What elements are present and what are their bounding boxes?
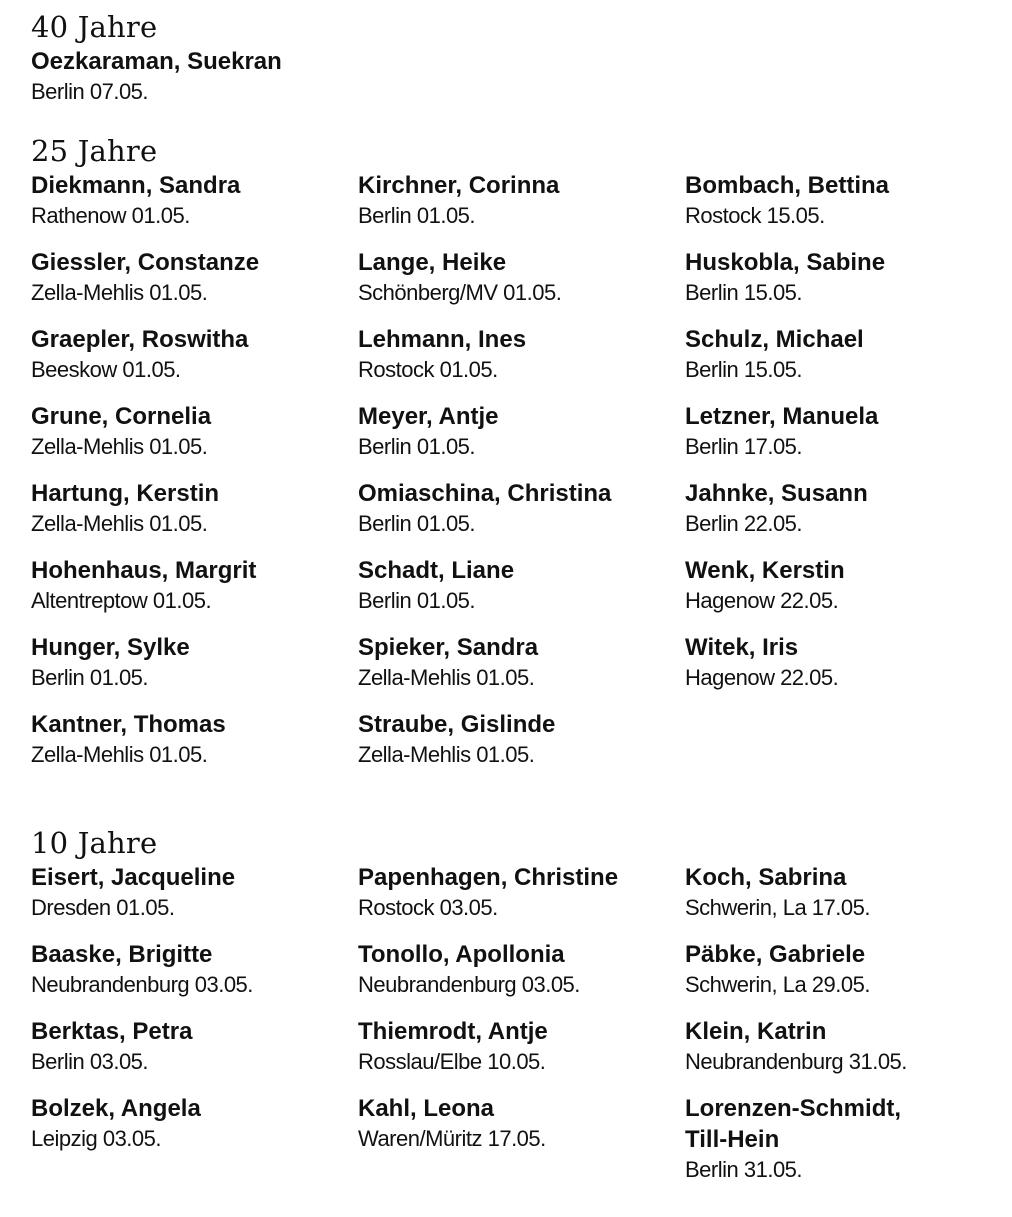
list-item bbox=[685, 170, 991, 231]
location-date: Rathenow 01.05. bbox=[31, 203, 190, 228]
person-name: Thiemrodt, Antje bbox=[358, 1018, 548, 1045]
list-item bbox=[31, 939, 358, 1000]
person-name: Witek, Iris bbox=[685, 634, 799, 661]
section-10-jahre bbox=[31, 826, 991, 1201]
person-name: Schadt, Liane bbox=[358, 557, 515, 584]
entries-grid bbox=[31, 46, 991, 123]
list-item bbox=[31, 46, 358, 107]
list-item bbox=[685, 555, 991, 616]
entries-grid bbox=[31, 862, 991, 1201]
list-item bbox=[31, 1093, 358, 1154]
person-name: Jahnke, Susann bbox=[685, 480, 868, 507]
list-item bbox=[685, 1093, 991, 1185]
location-date: Neubrandenburg 03.05. bbox=[31, 972, 253, 997]
section-title: 10 Jahre bbox=[31, 826, 158, 860]
list-item bbox=[31, 555, 358, 616]
person-name: Kantner, Thomas bbox=[31, 711, 226, 738]
location-date: Zella-Mehlis 01.05. bbox=[31, 434, 208, 459]
person-name: Oezkaraman, Suekran bbox=[31, 48, 282, 75]
person-name: Huskobla, Sabine bbox=[685, 249, 886, 276]
person-name: Spieker, Sandra bbox=[358, 634, 539, 661]
person-name: Meyer, Antje bbox=[358, 403, 499, 430]
entry-column bbox=[685, 170, 991, 786]
location-date: Zella-Mehlis 01.05. bbox=[358, 742, 535, 767]
list-item bbox=[685, 1016, 991, 1077]
location-date: Rosslau/Elbe 10.05. bbox=[358, 1049, 546, 1074]
list-item bbox=[358, 401, 685, 462]
location-date: Berlin 15.05. bbox=[685, 280, 803, 305]
person-name: Omiaschina, Christina bbox=[358, 480, 612, 507]
location-date: Berlin 15.05. bbox=[685, 357, 803, 382]
location-date: Dresden 01.05. bbox=[31, 895, 175, 920]
list-item bbox=[358, 709, 685, 770]
person-name: Berktas, Petra bbox=[31, 1018, 193, 1045]
person-name: Diekmann, Sandra bbox=[31, 172, 241, 199]
person-name: Straube, Gislinde bbox=[358, 711, 556, 738]
list-item bbox=[31, 1016, 358, 1077]
location-date: Berlin 07.05. bbox=[31, 79, 149, 104]
location-date: Waren/Müritz 17.05. bbox=[358, 1126, 546, 1151]
list-item bbox=[358, 478, 685, 539]
list-item bbox=[358, 324, 685, 385]
entry-column bbox=[31, 862, 358, 1201]
location-date: Berlin 01.05. bbox=[358, 511, 476, 536]
list-item bbox=[358, 170, 685, 231]
section-40-jahre bbox=[31, 10, 991, 123]
person-name: Klein, Katrin bbox=[685, 1018, 827, 1045]
location-date: Schönberg/MV 01.05. bbox=[358, 280, 562, 305]
list-item bbox=[685, 632, 991, 693]
person-name: Bombach, Bettina bbox=[685, 172, 890, 199]
location-date: Rostock 15.05. bbox=[685, 203, 825, 228]
list-item bbox=[358, 1093, 685, 1154]
person-name: Lange, Heike bbox=[358, 249, 507, 276]
location-date: Altentreptow 01.05. bbox=[31, 588, 212, 613]
list-item bbox=[358, 939, 685, 1000]
section-title: 40 Jahre bbox=[31, 10, 158, 44]
location-date: Berlin 22.05. bbox=[685, 511, 803, 536]
list-item bbox=[685, 862, 991, 923]
location-date: Zella-Mehlis 01.05. bbox=[31, 280, 208, 305]
person-name: Eisert, Jacqueline bbox=[31, 864, 236, 891]
person-name: Kirchner, Corinna bbox=[358, 172, 560, 199]
entry-column bbox=[685, 862, 991, 1201]
person-name: Koch, Sabrina bbox=[685, 864, 847, 891]
location-date: Beeskow 01.05. bbox=[31, 357, 181, 382]
location-date: Rostock 01.05. bbox=[358, 357, 498, 382]
list-item bbox=[31, 324, 358, 385]
person-name: Wenk, Kerstin bbox=[685, 557, 845, 584]
list-item bbox=[358, 247, 685, 308]
entry-column bbox=[31, 170, 358, 786]
location-date: Rostock 03.05. bbox=[358, 895, 498, 920]
entry-column bbox=[358, 862, 685, 1201]
location-date: Berlin 01.05. bbox=[358, 203, 476, 228]
person-name: Grune, Cornelia bbox=[31, 403, 212, 430]
person-name: Baaske, Brigitte bbox=[31, 941, 213, 968]
list-item bbox=[685, 478, 991, 539]
location-date: Berlin 01.05. bbox=[31, 665, 149, 690]
person-name: Graepler, Roswitha bbox=[31, 326, 249, 353]
list-item bbox=[31, 632, 358, 693]
location-date: Berlin 31.05. bbox=[685, 1157, 803, 1182]
person-name: Tonollo, Apollonia bbox=[358, 941, 565, 968]
location-date: Zella-Mehlis 01.05. bbox=[31, 511, 208, 536]
person-name: Päbke, Gabriele bbox=[685, 941, 866, 968]
list-item bbox=[31, 709, 358, 770]
list-item bbox=[31, 862, 358, 923]
person-name: Kahl, Leona bbox=[358, 1095, 495, 1122]
location-date: Leipzig 03.05. bbox=[31, 1126, 161, 1151]
person-name: Schulz, Michael bbox=[685, 326, 864, 353]
person-name: Papenhagen, Christine bbox=[358, 864, 619, 891]
person-name: Hohenhaus, Margrit bbox=[31, 557, 257, 584]
location-date: Neubrandenburg 31.05. bbox=[685, 1049, 907, 1074]
person-name: Giessler, Constanze bbox=[31, 249, 260, 276]
person-name: Letzner, Manuela bbox=[685, 403, 879, 430]
location-date: Berlin 01.05. bbox=[358, 588, 476, 613]
entry-column bbox=[358, 170, 685, 786]
location-date: Neubrandenburg 03.05. bbox=[358, 972, 580, 997]
person-name: Hartung, Kerstin bbox=[31, 480, 220, 507]
location-date: Berlin 03.05. bbox=[31, 1049, 149, 1074]
list-item bbox=[31, 247, 358, 308]
list-item bbox=[31, 478, 358, 539]
person-name: Lehmann, Ines bbox=[358, 326, 527, 353]
list-item bbox=[31, 170, 358, 231]
location-date: Zella-Mehlis 01.05. bbox=[31, 742, 208, 767]
list-item bbox=[358, 632, 685, 693]
list-item bbox=[685, 247, 991, 308]
location-date: Hagenow 22.05. bbox=[685, 588, 839, 613]
location-date: Schwerin, La 29.05. bbox=[685, 972, 870, 997]
person-name: Bolzek, Angela bbox=[31, 1095, 201, 1122]
list-item bbox=[31, 401, 358, 462]
person-name: Hunger, Sylke bbox=[31, 634, 190, 661]
list-item bbox=[358, 862, 685, 923]
section-25-jahre bbox=[31, 134, 991, 786]
person-name: Lorenzen-Schmidt, Till-Hein bbox=[685, 1095, 902, 1153]
entries-grid bbox=[31, 170, 991, 786]
location-date: Berlin 01.05. bbox=[358, 434, 476, 459]
location-date: Zella-Mehlis 01.05. bbox=[358, 665, 535, 690]
location-date: Schwerin, La 17.05. bbox=[685, 895, 870, 920]
section-title: 25 Jahre bbox=[31, 134, 158, 168]
list-item bbox=[358, 1016, 685, 1077]
list-item bbox=[685, 401, 991, 462]
location-date: Hagenow 22.05. bbox=[685, 665, 839, 690]
list-item bbox=[358, 555, 685, 616]
entry-column bbox=[31, 46, 358, 123]
list-item bbox=[685, 939, 991, 1000]
list-item bbox=[685, 324, 991, 385]
location-date: Berlin 17.05. bbox=[685, 434, 803, 459]
